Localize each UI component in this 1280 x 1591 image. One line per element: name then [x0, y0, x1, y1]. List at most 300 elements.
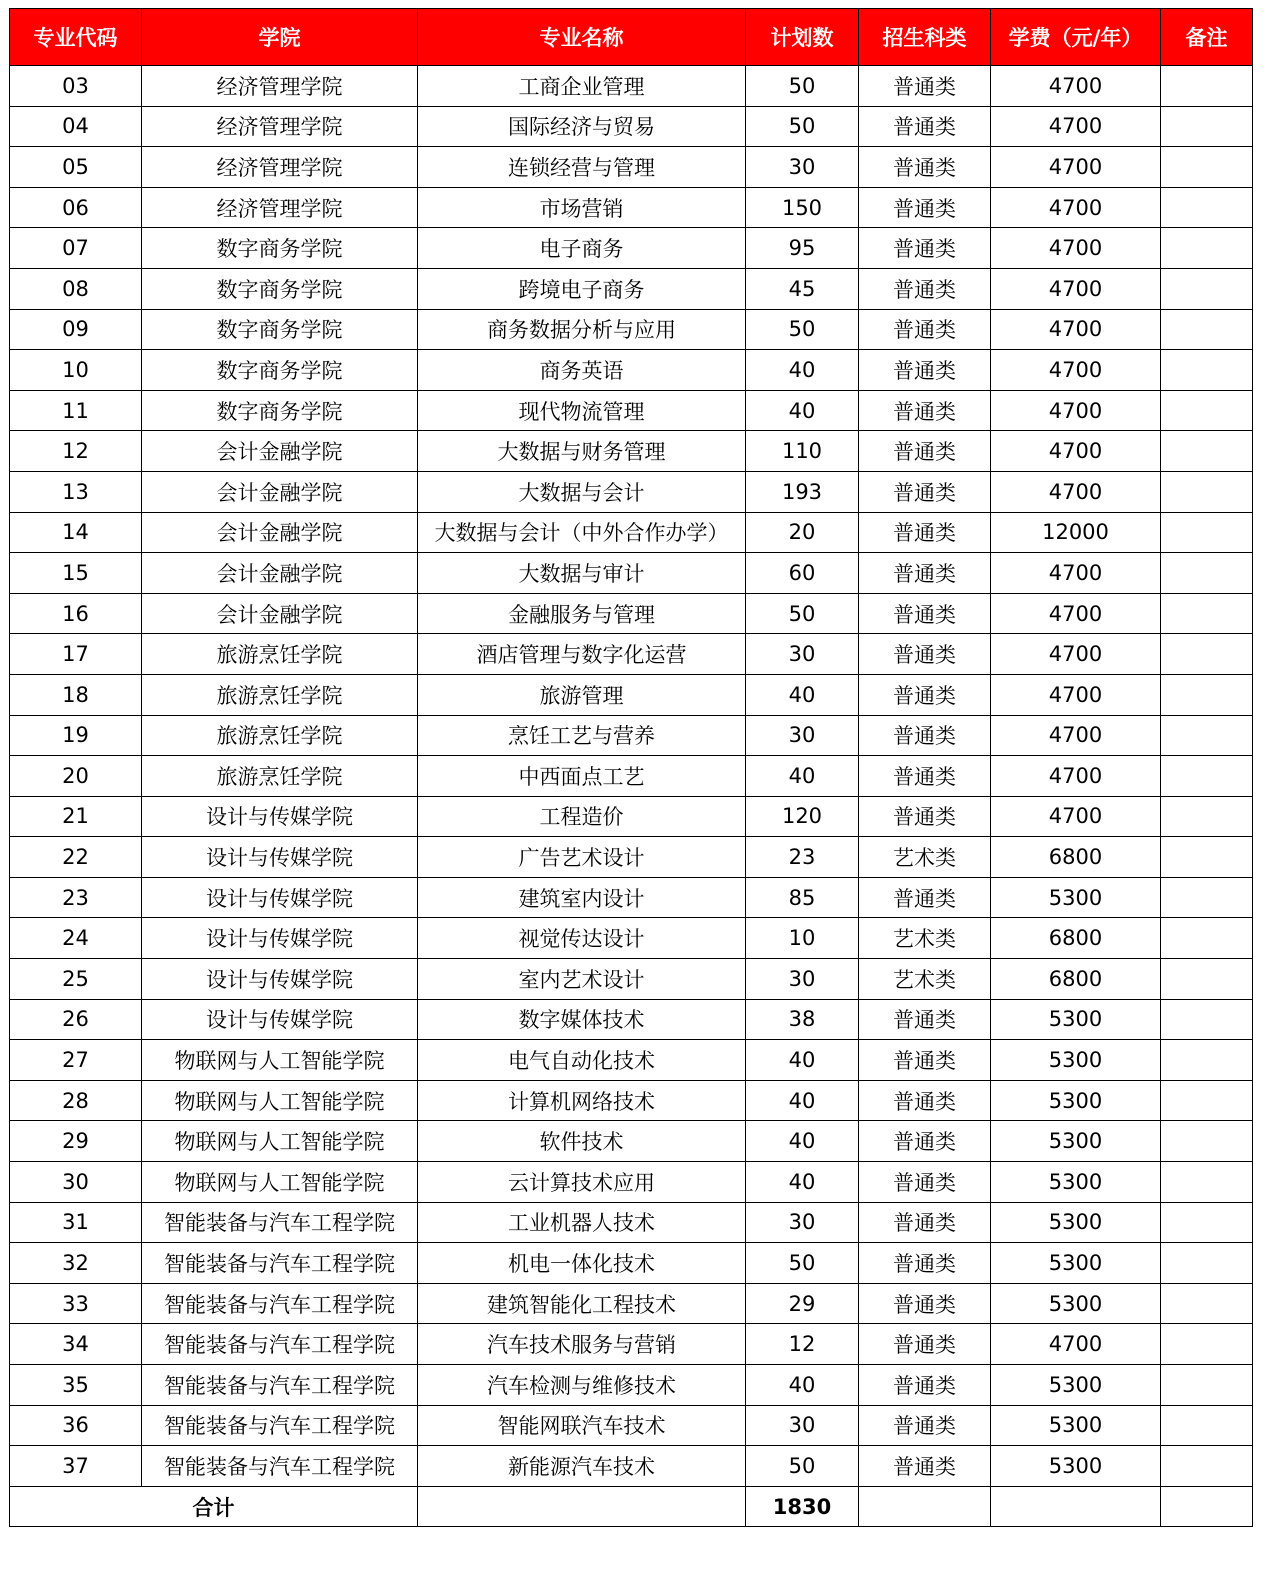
cell-college: 物联网与人工智能学院: [142, 1121, 418, 1162]
cell-major-code: 26: [10, 999, 142, 1040]
cell-major-name: 市场营销: [418, 187, 746, 228]
cell-tuition: 4700: [991, 431, 1161, 472]
cell-category: 普通类: [859, 1162, 991, 1203]
cell-tuition: 4700: [991, 390, 1161, 431]
table-row: [10, 999, 1253, 1040]
cell-tuition: 5300: [991, 1365, 1161, 1406]
cell-college: 数字商务学院: [142, 228, 418, 269]
table-row: [10, 309, 1253, 350]
cell-category: 普通类: [859, 1283, 991, 1324]
cell-remark: [1161, 228, 1253, 269]
table-row: [10, 715, 1253, 756]
cell-major-name: 汽车技术服务与营销: [418, 1324, 746, 1365]
cell-plan-count: 40: [746, 350, 859, 391]
cell-remark: [1161, 309, 1253, 350]
cell-tuition: 5300: [991, 999, 1161, 1040]
cell-remark: [1161, 999, 1253, 1040]
cell-plan-count: 38: [746, 999, 859, 1040]
table-row: [10, 187, 1253, 228]
cell-plan-count: 50: [746, 66, 859, 107]
cell-remark: [1161, 66, 1253, 107]
cell-college: 数字商务学院: [142, 390, 418, 431]
cell-major-name: 建筑室内设计: [418, 877, 746, 918]
cell-plan-count: 45: [746, 268, 859, 309]
cell-remark: [1161, 1365, 1253, 1406]
cell-plan-count: 40: [746, 1040, 859, 1081]
cell-major-code: 18: [10, 674, 142, 715]
cell-remark: [1161, 796, 1253, 837]
cell-tuition: 5300: [991, 1080, 1161, 1121]
cell-major-code: 23: [10, 877, 142, 918]
cell-plan-count: 95: [746, 228, 859, 269]
cell-category: 普通类: [859, 147, 991, 188]
cell-college: 智能装备与汽车工程学院: [142, 1405, 418, 1446]
table-row: [10, 1080, 1253, 1121]
cell-remark: [1161, 959, 1253, 1000]
table-row: [10, 228, 1253, 269]
cell-plan-count: 30: [746, 715, 859, 756]
table-row: [10, 431, 1253, 472]
cell-tuition: 5300: [991, 1243, 1161, 1284]
cell-major-name: 连锁经营与管理: [418, 147, 746, 188]
cell-major-code: 32: [10, 1243, 142, 1284]
cell-plan-count: 29: [746, 1283, 859, 1324]
cell-category: 普通类: [859, 187, 991, 228]
header-major-name: 专业名称: [418, 9, 746, 66]
total-major-empty: [418, 1486, 746, 1527]
cell-tuition: 4700: [991, 66, 1161, 107]
cell-remark: [1161, 390, 1253, 431]
cell-college: 经济管理学院: [142, 187, 418, 228]
cell-tuition: 4700: [991, 593, 1161, 634]
table-row: [10, 1243, 1253, 1284]
cell-major-name: 数字媒体技术: [418, 999, 746, 1040]
cell-plan-count: 30: [746, 1405, 859, 1446]
table-row: [10, 1365, 1253, 1406]
cell-college: 物联网与人工智能学院: [142, 1040, 418, 1081]
cell-category: 艺术类: [859, 959, 991, 1000]
cell-major-name: 旅游管理: [418, 674, 746, 715]
cell-remark: [1161, 553, 1253, 594]
table-row: [10, 796, 1253, 837]
cell-tuition: 5300: [991, 877, 1161, 918]
cell-major-code: 34: [10, 1324, 142, 1365]
cell-category: 普通类: [859, 756, 991, 797]
cell-tuition: 6800: [991, 918, 1161, 959]
cell-remark: [1161, 512, 1253, 553]
cell-major-name: 广告艺术设计: [418, 837, 746, 878]
table-row: [10, 634, 1253, 675]
cell-tuition: 4700: [991, 756, 1161, 797]
cell-major-name: 机电一体化技术: [418, 1243, 746, 1284]
cell-remark: [1161, 756, 1253, 797]
cell-plan-count: 40: [746, 674, 859, 715]
cell-plan-count: 40: [746, 1365, 859, 1406]
cell-remark: [1161, 1202, 1253, 1243]
cell-major-name: 大数据与会计（中外合作办学）: [418, 512, 746, 553]
table-row: [10, 1405, 1253, 1446]
cell-plan-count: 20: [746, 512, 859, 553]
table-row: [10, 390, 1253, 431]
table-row: [10, 1162, 1253, 1203]
table-row: [10, 837, 1253, 878]
cell-major-code: 09: [10, 309, 142, 350]
cell-tuition: 5300: [991, 1202, 1161, 1243]
cell-category: 普通类: [859, 1202, 991, 1243]
cell-plan-count: 30: [746, 959, 859, 1000]
cell-tuition: 5300: [991, 1040, 1161, 1081]
cell-major-name: 商务数据分析与应用: [418, 309, 746, 350]
cell-college: 设计与传媒学院: [142, 918, 418, 959]
cell-remark: [1161, 1243, 1253, 1284]
cell-major-code: 27: [10, 1040, 142, 1081]
cell-major-code: 13: [10, 471, 142, 512]
cell-major-name: 中西面点工艺: [418, 756, 746, 797]
cell-category: 普通类: [859, 674, 991, 715]
cell-category: 普通类: [859, 309, 991, 350]
cell-remark: [1161, 593, 1253, 634]
cell-plan-count: 50: [746, 1446, 859, 1487]
total-category-empty: [859, 1486, 991, 1527]
cell-major-code: 33: [10, 1283, 142, 1324]
header-tuition: 学费（元/年）: [991, 9, 1161, 66]
cell-major-code: 07: [10, 228, 142, 269]
cell-remark: [1161, 1080, 1253, 1121]
cell-category: 普通类: [859, 1365, 991, 1406]
cell-tuition: 4700: [991, 187, 1161, 228]
cell-college: 智能装备与汽车工程学院: [142, 1446, 418, 1487]
cell-remark: [1161, 187, 1253, 228]
cell-plan-count: 50: [746, 1243, 859, 1284]
cell-remark: [1161, 431, 1253, 472]
cell-college: 设计与传媒学院: [142, 877, 418, 918]
cell-tuition: 6800: [991, 959, 1161, 1000]
cell-major-name: 软件技术: [418, 1121, 746, 1162]
cell-tuition: 4700: [991, 106, 1161, 147]
cell-category: 普通类: [859, 1324, 991, 1365]
cell-major-name: 大数据与会计: [418, 471, 746, 512]
cell-tuition: 4700: [991, 634, 1161, 675]
table-header: [10, 9, 1253, 66]
table-row: [10, 593, 1253, 634]
cell-tuition: 4700: [991, 147, 1161, 188]
table-row: [10, 1446, 1253, 1487]
table-row: [10, 512, 1253, 553]
cell-remark: [1161, 674, 1253, 715]
cell-category: 普通类: [859, 1080, 991, 1121]
cell-plan-count: 193: [746, 471, 859, 512]
cell-tuition: 4700: [991, 674, 1161, 715]
cell-category: 普通类: [859, 66, 991, 107]
cell-plan-count: 50: [746, 106, 859, 147]
cell-college: 旅游烹饪学院: [142, 756, 418, 797]
cell-college: 设计与传媒学院: [142, 959, 418, 1000]
cell-major-code: 30: [10, 1162, 142, 1203]
cell-major-code: 24: [10, 918, 142, 959]
cell-plan-count: 110: [746, 431, 859, 472]
cell-college: 设计与传媒学院: [142, 837, 418, 878]
table-row: [10, 350, 1253, 391]
table-row: [10, 1202, 1253, 1243]
cell-major-code: 22: [10, 837, 142, 878]
cell-remark: [1161, 877, 1253, 918]
total-tuition-empty: [991, 1486, 1161, 1527]
cell-major-code: 08: [10, 268, 142, 309]
cell-major-name: 云计算技术应用: [418, 1162, 746, 1203]
cell-major-name: 工商企业管理: [418, 66, 746, 107]
cell-major-name: 视觉传达设计: [418, 918, 746, 959]
total-row: [10, 1486, 1253, 1527]
table-row: [10, 674, 1253, 715]
cell-remark: [1161, 1162, 1253, 1203]
cell-major-code: 17: [10, 634, 142, 675]
cell-major-name: 金融服务与管理: [418, 593, 746, 634]
cell-major-name: 智能网联汽车技术: [418, 1405, 746, 1446]
cell-major-code: 14: [10, 512, 142, 553]
cell-category: 普通类: [859, 553, 991, 594]
cell-category: 普通类: [859, 593, 991, 634]
cell-major-name: 新能源汽车技术: [418, 1446, 746, 1487]
cell-remark: [1161, 1446, 1253, 1487]
cell-category: 艺术类: [859, 918, 991, 959]
cell-college: 智能装备与汽车工程学院: [142, 1283, 418, 1324]
cell-major-code: 16: [10, 593, 142, 634]
cell-remark: [1161, 147, 1253, 188]
table-row: [10, 756, 1253, 797]
cell-major-name: 工程造价: [418, 796, 746, 837]
table-row: [10, 268, 1253, 309]
cell-college: 数字商务学院: [142, 268, 418, 309]
table-row: [10, 877, 1253, 918]
cell-major-name: 酒店管理与数字化运营: [418, 634, 746, 675]
cell-tuition: 4700: [991, 471, 1161, 512]
cell-major-code: 06: [10, 187, 142, 228]
cell-major-name: 现代物流管理: [418, 390, 746, 431]
cell-tuition: 4700: [991, 268, 1161, 309]
table-row: [10, 106, 1253, 147]
cell-major-code: 37: [10, 1446, 142, 1487]
cell-major-name: 汽车检测与维修技术: [418, 1365, 746, 1406]
cell-college: 会计金融学院: [142, 553, 418, 594]
cell-plan-count: 85: [746, 877, 859, 918]
table-row: [10, 959, 1253, 1000]
cell-plan-count: 23: [746, 837, 859, 878]
cell-major-name: 电气自动化技术: [418, 1040, 746, 1081]
cell-major-name: 室内艺术设计: [418, 959, 746, 1000]
cell-major-name: 大数据与财务管理: [418, 431, 746, 472]
cell-college: 旅游烹饪学院: [142, 715, 418, 756]
cell-category: 普通类: [859, 350, 991, 391]
cell-category: 普通类: [859, 390, 991, 431]
cell-major-code: 35: [10, 1365, 142, 1406]
table-row: [10, 1283, 1253, 1324]
cell-tuition: 4700: [991, 553, 1161, 594]
cell-plan-count: 40: [746, 1080, 859, 1121]
cell-category: 普通类: [859, 512, 991, 553]
cell-college: 设计与传媒学院: [142, 999, 418, 1040]
cell-tuition: 5300: [991, 1283, 1161, 1324]
cell-major-code: 12: [10, 431, 142, 472]
cell-category: 普通类: [859, 431, 991, 472]
cell-major-code: 10: [10, 350, 142, 391]
cell-major-name: 商务英语: [418, 350, 746, 391]
cell-plan-count: 12: [746, 1324, 859, 1365]
cell-plan-count: 40: [746, 1121, 859, 1162]
cell-plan-count: 40: [746, 1162, 859, 1203]
cell-remark: [1161, 350, 1253, 391]
cell-tuition: 5300: [991, 1162, 1161, 1203]
cell-remark: [1161, 634, 1253, 675]
cell-major-code: 29: [10, 1121, 142, 1162]
cell-remark: [1161, 1040, 1253, 1081]
cell-college: 会计金融学院: [142, 471, 418, 512]
cell-category: 普通类: [859, 228, 991, 269]
cell-plan-count: 60: [746, 553, 859, 594]
cell-plan-count: 40: [746, 390, 859, 431]
table-row: [10, 1121, 1253, 1162]
enrollment-plan-table-wrapper: [9, 8, 1253, 1527]
table-footer: [10, 1486, 1253, 1527]
cell-college: 旅游烹饪学院: [142, 634, 418, 675]
cell-category: 艺术类: [859, 837, 991, 878]
cell-remark: [1161, 1283, 1253, 1324]
cell-tuition: 5300: [991, 1121, 1161, 1162]
cell-major-name: 建筑智能化工程技术: [418, 1283, 746, 1324]
cell-plan-count: 120: [746, 796, 859, 837]
cell-major-name: 计算机网络技术: [418, 1080, 746, 1121]
cell-college: 物联网与人工智能学院: [142, 1162, 418, 1203]
cell-category: 普通类: [859, 268, 991, 309]
cell-college: 智能装备与汽车工程学院: [142, 1202, 418, 1243]
cell-college: 智能装备与汽车工程学院: [142, 1243, 418, 1284]
cell-category: 普通类: [859, 471, 991, 512]
cell-remark: [1161, 268, 1253, 309]
cell-college: 数字商务学院: [142, 350, 418, 391]
cell-college: 会计金融学院: [142, 431, 418, 472]
cell-college: 物联网与人工智能学院: [142, 1080, 418, 1121]
total-remark-empty: [1161, 1486, 1253, 1527]
cell-category: 普通类: [859, 1405, 991, 1446]
cell-tuition: 4700: [991, 1324, 1161, 1365]
table-row: [10, 471, 1253, 512]
cell-tuition: 4700: [991, 715, 1161, 756]
cell-major-code: 21: [10, 796, 142, 837]
cell-remark: [1161, 837, 1253, 878]
cell-major-code: 04: [10, 106, 142, 147]
cell-major-code: 19: [10, 715, 142, 756]
cell-plan-count: 50: [746, 309, 859, 350]
cell-category: 普通类: [859, 1040, 991, 1081]
cell-major-name: 电子商务: [418, 228, 746, 269]
table-row: [10, 1040, 1253, 1081]
cell-plan-count: 50: [746, 593, 859, 634]
cell-remark: [1161, 918, 1253, 959]
cell-college: 旅游烹饪学院: [142, 674, 418, 715]
header-college: 学院: [142, 9, 418, 66]
cell-major-name: 跨境电子商务: [418, 268, 746, 309]
cell-category: 普通类: [859, 999, 991, 1040]
total-label: 合计: [10, 1486, 418, 1527]
header-remark: 备注: [1161, 9, 1253, 66]
cell-major-code: 11: [10, 390, 142, 431]
cell-remark: [1161, 1405, 1253, 1446]
cell-remark: [1161, 471, 1253, 512]
cell-category: 普通类: [859, 1446, 991, 1487]
header-row: [10, 9, 1253, 66]
table-row: [10, 66, 1253, 107]
cell-tuition: 4700: [991, 309, 1161, 350]
cell-tuition: 5300: [991, 1405, 1161, 1446]
cell-major-code: 28: [10, 1080, 142, 1121]
cell-remark: [1161, 715, 1253, 756]
cell-college: 经济管理学院: [142, 147, 418, 188]
header-major-code: 专业代码: [10, 9, 142, 66]
cell-major-name: 大数据与审计: [418, 553, 746, 594]
cell-category: 普通类: [859, 1243, 991, 1284]
cell-category: 普通类: [859, 877, 991, 918]
header-category: 招生科类: [859, 9, 991, 66]
header-plan-count: 计划数: [746, 9, 859, 66]
cell-plan-count: 30: [746, 1202, 859, 1243]
cell-college: 会计金融学院: [142, 512, 418, 553]
cell-major-code: 03: [10, 66, 142, 107]
cell-remark: [1161, 1324, 1253, 1365]
cell-major-code: 25: [10, 959, 142, 1000]
cell-college: 设计与传媒学院: [142, 796, 418, 837]
cell-plan-count: 30: [746, 634, 859, 675]
cell-major-code: 05: [10, 147, 142, 188]
cell-tuition: 4700: [991, 228, 1161, 269]
cell-tuition: 12000: [991, 512, 1161, 553]
cell-major-code: 31: [10, 1202, 142, 1243]
table-row: [10, 553, 1253, 594]
cell-major-code: 15: [10, 553, 142, 594]
cell-tuition: 6800: [991, 837, 1161, 878]
cell-college: 经济管理学院: [142, 106, 418, 147]
cell-college: 会计金融学院: [142, 593, 418, 634]
cell-tuition: 4700: [991, 796, 1161, 837]
cell-major-code: 20: [10, 756, 142, 797]
cell-plan-count: 10: [746, 918, 859, 959]
total-plan-count: 1830: [746, 1486, 859, 1527]
cell-category: 普通类: [859, 715, 991, 756]
cell-major-name: 烹饪工艺与营养: [418, 715, 746, 756]
cell-plan-count: 40: [746, 756, 859, 797]
cell-major-name: 工业机器人技术: [418, 1202, 746, 1243]
cell-tuition: 5300: [991, 1446, 1161, 1487]
cell-college: 经济管理学院: [142, 66, 418, 107]
cell-remark: [1161, 106, 1253, 147]
cell-college: 数字商务学院: [142, 309, 418, 350]
table-row: [10, 147, 1253, 188]
table-body: [10, 66, 1253, 1487]
cell-tuition: 4700: [991, 350, 1161, 391]
table-row: [10, 1324, 1253, 1365]
cell-category: 普通类: [859, 106, 991, 147]
table-row: [10, 918, 1253, 959]
cell-major-code: 36: [10, 1405, 142, 1446]
cell-remark: [1161, 1121, 1253, 1162]
cell-category: 普通类: [859, 796, 991, 837]
cell-major-name: 国际经济与贸易: [418, 106, 746, 147]
cell-college: 智能装备与汽车工程学院: [142, 1324, 418, 1365]
cell-plan-count: 150: [746, 187, 859, 228]
enrollment-plan-table: [9, 8, 1253, 1527]
cell-college: 智能装备与汽车工程学院: [142, 1365, 418, 1406]
cell-plan-count: 30: [746, 147, 859, 188]
cell-category: 普通类: [859, 1121, 991, 1162]
cell-category: 普通类: [859, 634, 991, 675]
